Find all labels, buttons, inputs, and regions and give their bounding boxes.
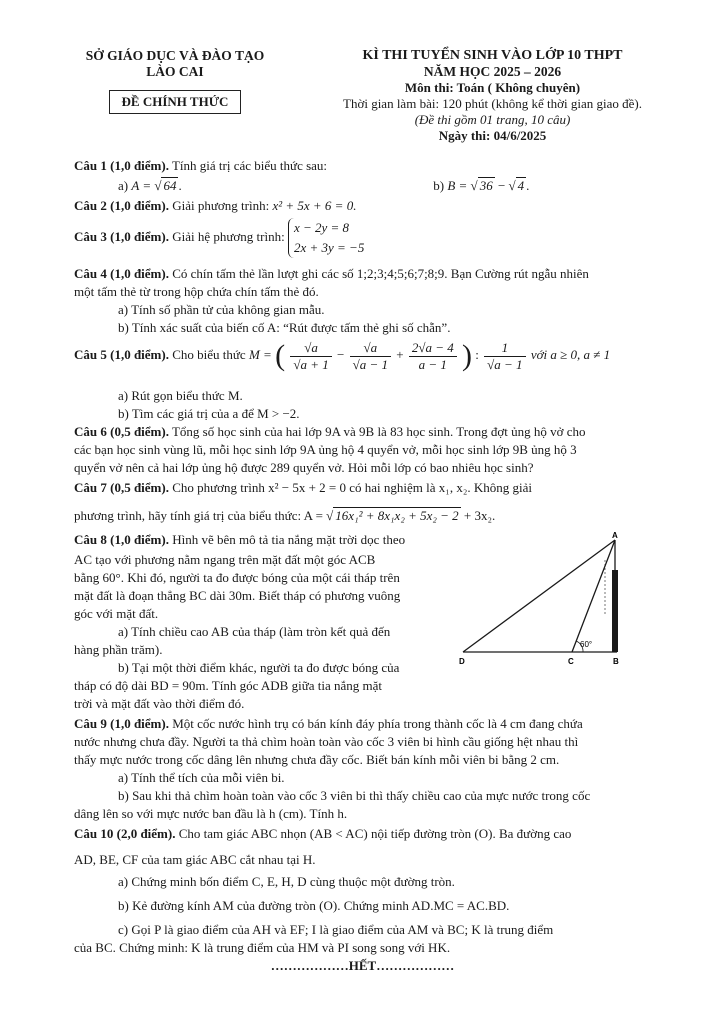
q1a-radicand: 64 (163, 178, 177, 193)
q3-prompt (74, 218, 674, 258)
q5-part-b: b) Tìm các giá trị của a để M > −2. (118, 406, 300, 421)
q5-label: Câu 5 (1,0 điểm). (74, 346, 169, 362)
q4-label: Câu 4 (1,0 điểm). (74, 266, 169, 281)
q9-line3: thấy mực nước trong cốc dâng lên nhưng chưa đầy cốc. Biết bán kính mỗi viên bi bằng 2 cm. (74, 752, 560, 767)
q4-text-1: Có chín tấm thẻ lần lượt ghi các số 1;2;3;4;5;6;7;8;9. Bạn Cường rút ngẫu nhiên (172, 266, 589, 281)
q5-text: Cho biểu thức (172, 346, 246, 362)
q6-line2: các bạn học sinh vùng lũ, mỗi học sinh lớp 9A ủng hộ 4 quyển vở, mỗi học sinh lớp 9B ủng hộ 3 (74, 442, 577, 457)
q4-line2: một tấm thẻ từ trong hộp chứa chín tấm thẻ đó. (74, 284, 319, 299)
angle-label: 60° (580, 640, 593, 649)
q6-line3: quyển vở nên cả hai lớp ủng hộ được 289 quyển vở. Hỏi mỗi lớp có bao nhiêu học sinh? (74, 460, 534, 475)
q5-lhs: M = (248, 346, 272, 362)
q3-label: Câu 3 (1,0 điểm). (74, 228, 169, 244)
point-a: A (612, 531, 618, 540)
point-b: B (613, 657, 619, 666)
q3-eq1: x − 2y = 8 (293, 220, 350, 235)
q5-frac-1-den: √a + 1 (293, 356, 329, 372)
q7-text-2a: phương trình, hãy tính giá trị của biểu thức: A = (74, 508, 327, 523)
q8-part-a1: a) Tính chiều cao AB của tháp (làm tròn kết quả đến (118, 624, 391, 639)
q8-text-1: Hình vẽ bên mô tả tia nắng mặt trời dọc theo (172, 532, 406, 547)
q8-label: Câu 8 (1,0 điểm). (74, 532, 169, 547)
q8-line3: bằng 60°. Khi đó, người ta đo được bóng của một cái tháp trên (74, 570, 400, 585)
exam-date: Ngày thi: 04/6/2025 (438, 128, 547, 143)
q3-eq2: 2x + 3y = −5 (293, 240, 365, 255)
q1-parts: a) A = √ 64 . b) B = √ 36 − √ 4 . (118, 178, 530, 193)
q5-frac-2-den: √a − 1 (352, 356, 388, 372)
q1b-prefix: b) (433, 178, 448, 193)
q9-text-1: Một cốc nước hình trụ có bán kính đáy phía trong thành cốc là 4 cm đang chứa (172, 716, 583, 731)
school-year: NĂM HỌC 2025 – 2026 (423, 64, 562, 79)
q1a-lhs: A = (131, 178, 155, 193)
q2-label: Câu 2 (1,0 điểm). (74, 198, 169, 213)
q5-frac-4-den: √a − 1 (487, 356, 523, 372)
q5-frac-4-num: 1 (484, 340, 525, 357)
subject: Môn thi: Toán ( Không chuyên) (404, 80, 581, 95)
q5-frac-2 (350, 340, 391, 372)
q7-line1 (74, 480, 674, 496)
q8-part-a2: hàng phần trăm). (74, 642, 163, 657)
q7-radicand: 16x₁² + 8x₁x₂ + 5x₂ − 2 (335, 508, 459, 523)
q9-part-b1: b) Sau khi thả chìm hoàn toàn vào cốc 3 viên bi thì thấy chiều cao của mực nước trong cốc (118, 788, 591, 803)
q10-line2: AD, BE, CF của tam giác ABC cắt nhau tại H. (74, 852, 316, 867)
q5-frac-4 (484, 340, 525, 372)
q10-line1 (74, 826, 674, 842)
tower-diagram (455, 530, 630, 670)
q8-line5: góc với mặt đất. (74, 606, 159, 621)
q5-frac-1-num: √a (290, 340, 331, 357)
q10-part-c2: của BC. Chứng minh: K là trung điểm của HM và PI song song với HK. (74, 940, 451, 955)
q6-line1 (74, 424, 674, 440)
department-name: SỞ GIÁO DỤC VÀ ĐÀO TẠO (85, 48, 265, 63)
q10-part-c1: c) Gọi P là giao điểm của AH và EF; I là giao điểm của AM và BC; K là trung điểm (118, 922, 554, 937)
q1-prompt (74, 158, 674, 174)
header-department (70, 48, 280, 114)
q5-frac-3-num: 2√a − 4 (409, 340, 457, 357)
q1b-radicand-2: 4 (517, 178, 525, 193)
q10-part-b: b) Kẻ đường kính AM của đường tròn (O). Chứng minh AD.MC = AC.BD. (118, 898, 510, 913)
q8-part-b2: tháp có độ dài BD = 90m. Tính góc ADB giữa tia nắng mặt (74, 678, 383, 693)
q3-text: Giải hệ phương trình: (172, 228, 285, 244)
q1-text: Tính giá trị các biểu thức sau: (171, 158, 328, 173)
q2-prompt (74, 198, 674, 214)
q2-equation: x² + 5x + 6 = 0. (272, 198, 357, 213)
q3-system (288, 218, 364, 258)
q5-paren-open: ( (275, 339, 286, 372)
q9-label: Câu 9 (1,0 điểm). (74, 716, 169, 731)
q5-frac-2-num: √a (350, 340, 391, 357)
q1a-prefix: a) (118, 178, 132, 193)
q8-part-b3: trời và mặt đất vào thời điểm đó. (74, 696, 245, 711)
q6-text-1: Tổng số học sinh của hai lớp 9A và 9B là 83 học sinh. Trong đợt ủng hộ vở cho (171, 424, 586, 439)
q10-part-a: a) Chứng minh bốn điểm C, E, H, D cùng thuộc một đường tròn. (118, 874, 455, 889)
official-badge: ĐỀ CHÍNH THỨC (109, 90, 242, 114)
q5-frac-3-den: a − 1 (418, 356, 447, 372)
q5-frac-3 (409, 340, 457, 372)
tower-shadow-figure (455, 530, 630, 670)
q5-condition: với a ≥ 0, a ≠ 1 (530, 346, 611, 362)
q8-line2: AC tạo với phương nằm ngang trên mặt đất một góc ACB (74, 552, 376, 567)
q5-frac-1 (290, 340, 331, 372)
q4-part-a: a) Tính số phần tử của không gian mẫu. (118, 302, 325, 317)
q7-text-1: Cho phương trình x² − 5x + 2 = 0 có hai nghiệm là x₁, x₂. Không giải (172, 480, 532, 495)
q5-prompt: Câu 5 (1,0 điểm). Cho biểu thức M = ( $\frac{√a}{√a + 1}$ − $\frac{√a}{√a - 1}$ + $\frac{2√a - 4}{a - 1}$ ) : $\frac{1}{√a - 1}$ với a ≥ 0, a ≠ 1 (74, 339, 611, 372)
q9-line2: nước nhưng chưa đầy. Người ta thả chìm hoàn toàn vào cốc 3 viên bi hình cầu giống hệt nhau thì (74, 734, 579, 749)
q7-line2: phương trình, hãy tính giá trị của biểu thức: A = √ 16x₁² + 8x₁x₂ + 5x₂ − 2 + 3x₂. (74, 508, 496, 523)
q10-text-1: Cho tam giác ABC nhọn (AB < AC) nội tiếp đường tròn (O). Ba đường cao (178, 826, 572, 841)
end-marker: ………………HẾT……………… (270, 958, 455, 973)
q1b-minus: − (494, 178, 509, 193)
province-name: LÀO CAI (146, 64, 204, 79)
q1b-lhs: B = (447, 178, 471, 193)
tower-body (612, 570, 618, 652)
q9-line1 (74, 716, 674, 732)
q2-text: Giải phương trình: (172, 198, 270, 213)
q4-line1 (74, 266, 674, 282)
q5-part-a: a) Rút gọn biểu thức M. (118, 388, 243, 403)
q7-text-2b: + 3x₂. (460, 508, 496, 523)
q7-label: Câu 7 (0,5 điểm). (74, 480, 169, 495)
q8-part-b1: b) Tại một thời điểm khác, người ta đo được bóng của (118, 660, 400, 675)
header-exam-info (300, 48, 685, 144)
q6-label: Câu 6 (0,5 điểm). (74, 424, 169, 439)
q1-label: Câu 1 (1,0 điểm). (74, 158, 169, 173)
ray-ca (572, 540, 615, 652)
q4-part-b: b) Tính xác suất của biến cố A: “Rút được tấm thẻ ghi số chẵn”. (118, 320, 451, 335)
point-c: C (568, 657, 574, 666)
q9-part-b2: dâng lên so với mực nước ban đầu là h (cm). Tính h. (74, 806, 348, 821)
point-d: D (459, 657, 465, 666)
q1b-radicand-1: 36 (479, 178, 493, 193)
q8-line4: mặt đất là đoạn thẳng BC dài 30m. Biết tháp có phương vuông (74, 588, 401, 603)
q10-label: Câu 10 (2,0 điểm). (74, 826, 176, 841)
ray-da (463, 540, 615, 652)
pages-note: (Đề thi gồm 01 trang, 10 câu) (414, 112, 571, 127)
q9-part-a: a) Tính thể tích của mỗi viên bi. (118, 770, 285, 785)
duration: Thời gian làm bài: 120 phút (không kể thời gian giao đề). (343, 96, 642, 111)
q5-paren-close: ) (462, 339, 473, 372)
exam-title: KÌ THI TUYỂN SINH VÀO LỚP 10 THPT (362, 48, 623, 63)
